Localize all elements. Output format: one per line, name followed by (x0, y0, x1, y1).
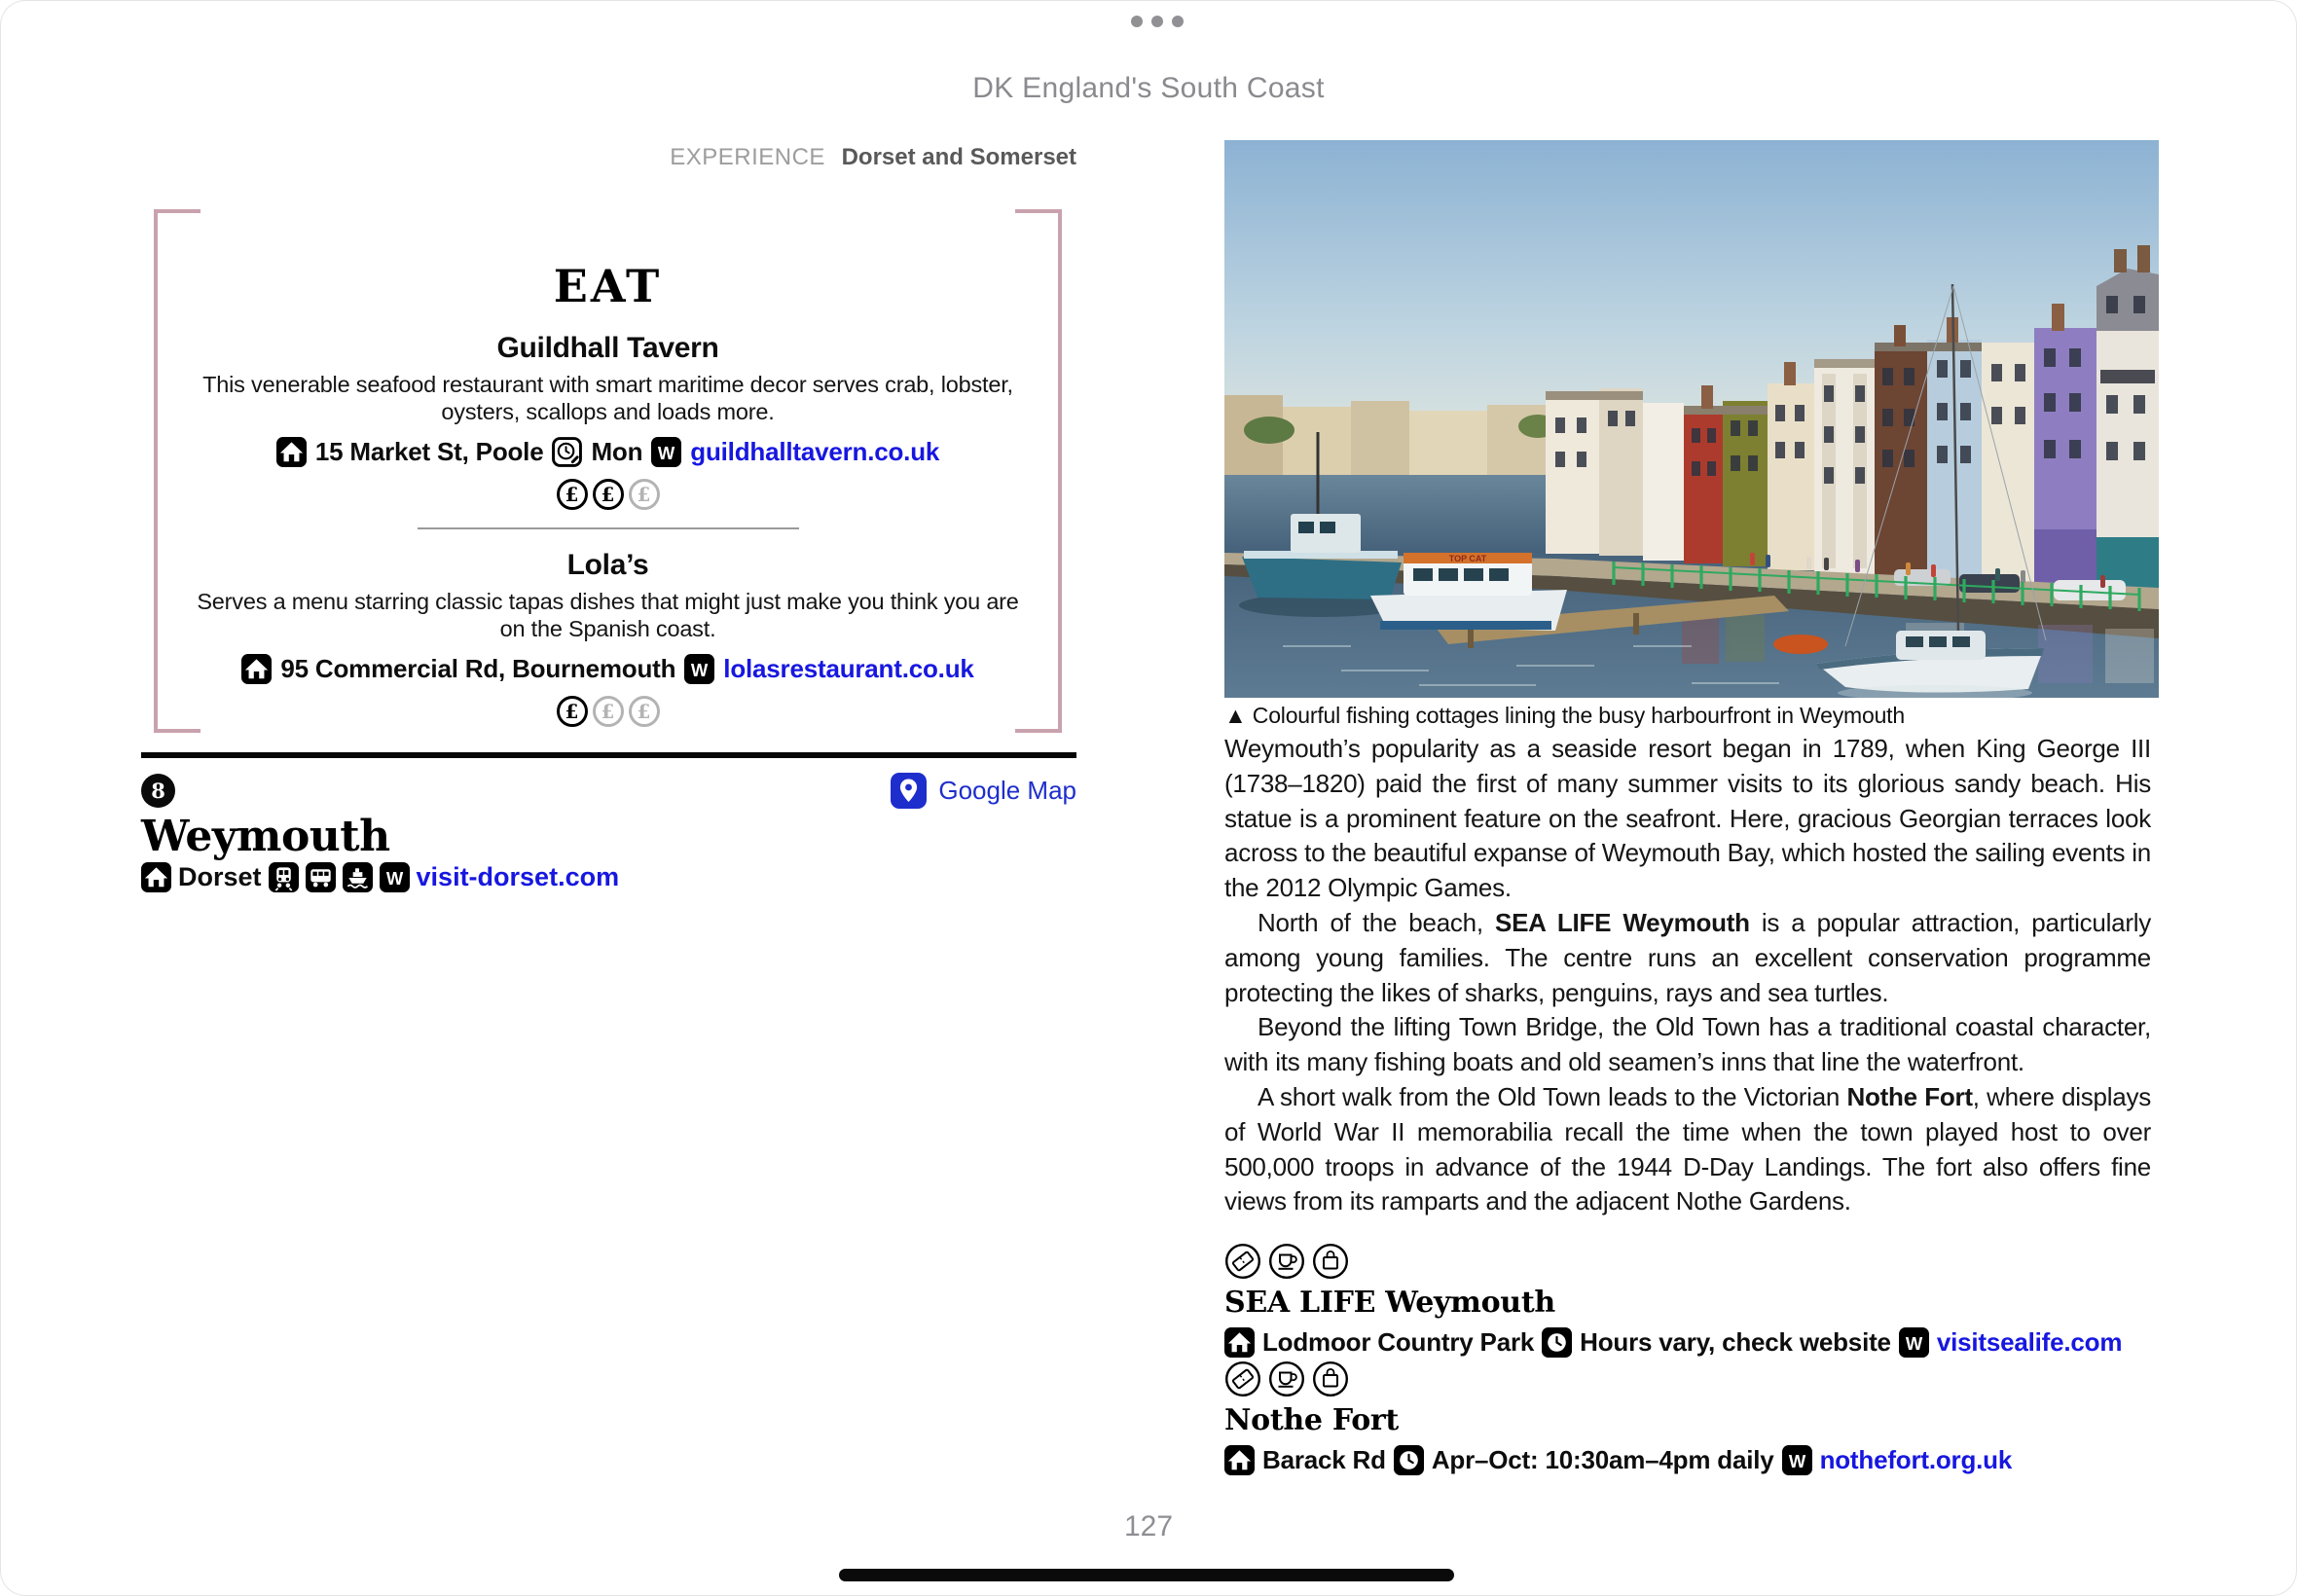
running-head-label: EXPERIENCE (670, 144, 825, 170)
attraction-listing (1224, 1360, 2151, 1475)
amenity-icons (1224, 1243, 2151, 1280)
website-icon (1899, 1327, 1929, 1358)
section-rule (141, 752, 1076, 758)
poi-title: Weymouth (141, 812, 390, 861)
restaurant-address: 15 Market St, Poole (314, 437, 544, 466)
article-paragraph: A short walk from the Old Town leads to the Victorian Nothe Fort, where displays of World War II memorabilia recall the time when the town played host to over 500,000 troops in advance of the 1944 D-Day Landings. The fort also offers fine views from its ramparts and the adjacent Nothe Gardens. (1224, 1081, 2151, 1216)
attraction-website-link[interactable]: nothefort.org.uk (1819, 1445, 2013, 1474)
attraction-hours: Hours vary, check website (1580, 1327, 1891, 1357)
article (1224, 732, 2151, 1219)
price-rating (158, 479, 1058, 510)
caption-text: Colourful fishing cottages lining the busy harbourfront in Weymouth (1252, 703, 1905, 728)
attraction-hours: Apr–Oct: 10:30am–4pm daily (1431, 1445, 1774, 1474)
attraction-info-row (1224, 1445, 2151, 1475)
article-paragraph: North of the beach, SEA LIFE Weymouth is a popular attraction, particularly among young families. The centre runs an excellent conservation programme protecting the likes of sharks, penguins, rays and sea turtles. (1224, 907, 2151, 1007)
google-map-label: Google Map (938, 776, 1076, 805)
restaurant-website-link[interactable]: guildhalltavern.co.uk (690, 437, 940, 466)
attraction-address: Barack Rd (1262, 1445, 1386, 1474)
house-icon (1224, 1445, 1255, 1475)
google-map-link[interactable] (891, 773, 1076, 809)
map-pin-icon (891, 773, 927, 809)
attraction-address: Lodmoor Country Park (1262, 1327, 1535, 1357)
house-icon (1224, 1327, 1255, 1358)
bus-icon (306, 862, 336, 892)
ticket-icon (1224, 1243, 1261, 1280)
attraction-name: Nothe Fort (1224, 1403, 1399, 1437)
cafe-icon (1268, 1243, 1305, 1280)
window-handle-dots[interactable] (1131, 16, 1184, 27)
restaurant-address: 95 Commercial Rd, Bournemouth (280, 654, 676, 683)
poi-region: Dorset (178, 862, 262, 891)
eat-entry (158, 549, 1058, 727)
bracket-tick (1015, 209, 1062, 213)
harbour-photo (1224, 140, 2159, 698)
svg-text:TOP CAT: TOP CAT (1448, 554, 1487, 563)
attraction-info-row (1224, 1327, 2151, 1358)
restaurant-info-row (158, 654, 1058, 684)
ferry-icon (343, 862, 373, 892)
price-pound-icon: £ (593, 479, 624, 510)
train-icon (269, 862, 299, 892)
home-indicator[interactable] (839, 1569, 1454, 1581)
price-rating (158, 696, 1058, 727)
price-pound-icon: £ (557, 479, 588, 510)
website-icon (651, 437, 681, 467)
clock-icon (1394, 1445, 1424, 1475)
caption-arrow-icon: ▲ (1224, 703, 1247, 728)
house-icon (241, 654, 272, 684)
map-number-badge: 8 (141, 774, 175, 808)
house-icon (276, 437, 307, 467)
shop-icon (1312, 1243, 1349, 1280)
cafe-icon (1268, 1360, 1305, 1397)
price-pound-icon: £ (629, 696, 660, 727)
poi-info-row (141, 862, 619, 892)
amenity-icons (1224, 1360, 2151, 1397)
website-icon (380, 862, 410, 892)
eat-box (154, 209, 1062, 733)
entry-divider (418, 527, 799, 529)
bracket-tick (154, 209, 201, 213)
website-icon (684, 654, 714, 684)
poi-website-link[interactable]: visit-dorset.com (416, 862, 620, 891)
price-pound-icon: £ (629, 479, 660, 510)
running-head (670, 144, 1076, 171)
restaurant-info-row (158, 437, 1058, 467)
clock-closed-icon (552, 437, 582, 467)
photo-caption (1224, 703, 2151, 729)
bracket-tick (1015, 729, 1062, 733)
restaurant-closed-day: Mon (591, 437, 643, 466)
article-paragraph: Weymouth’s popularity as a seaside resort began in 1789, when King George III (1738–1820) paid the first of many summer visits to its glorious sandy beach. His statue is a prominent feature on the seafront. Here, gracious Georgian terraces look across to the beautiful expanse of Weymouth Bay, which hosted the sailing events in the 2012 Olympic Games. (1224, 734, 2151, 903)
article-paragraph: Beyond the lifting Town Bridge, the Old Town has a traditional coastal character, with its many fishing boats and old seamen’s inns that line the waterfront. (1224, 1012, 2151, 1077)
attraction-listing (1224, 1243, 2151, 1358)
running-head-section: Dorset and Somerset (841, 144, 1076, 170)
restaurant-name: Guildhall Tavern (496, 332, 719, 364)
attraction-name: SEA LIFE Weymouth (1224, 1286, 1555, 1320)
price-pound-icon: £ (557, 696, 588, 727)
eat-entry (158, 332, 1058, 510)
page-number: 127 (1123, 1510, 1174, 1542)
restaurant-name: Lola’s (566, 549, 649, 581)
attraction-website-link[interactable]: visitsealife.com (1936, 1327, 2123, 1357)
house-icon (141, 862, 171, 892)
book-title: DK England's South Coast (972, 72, 1325, 104)
restaurant-description: Serves a menu starring classic tapas dishes that might just make you think you are on the Spanish coast. (197, 589, 1019, 641)
shop-icon (1312, 1360, 1349, 1397)
eat-box-title: EAT (553, 260, 663, 312)
bracket-tick (154, 729, 201, 733)
website-icon (1782, 1445, 1812, 1475)
restaurant-description: This venerable seafood restaurant with smart maritime decor serves crab, lobster, oysters, scallops and loads more. (202, 372, 1013, 424)
restaurant-website-link[interactable]: lolasrestaurant.co.uk (723, 654, 974, 683)
ticket-icon (1224, 1360, 1261, 1397)
price-pound-icon: £ (593, 696, 624, 727)
clock-icon (1542, 1327, 1572, 1358)
